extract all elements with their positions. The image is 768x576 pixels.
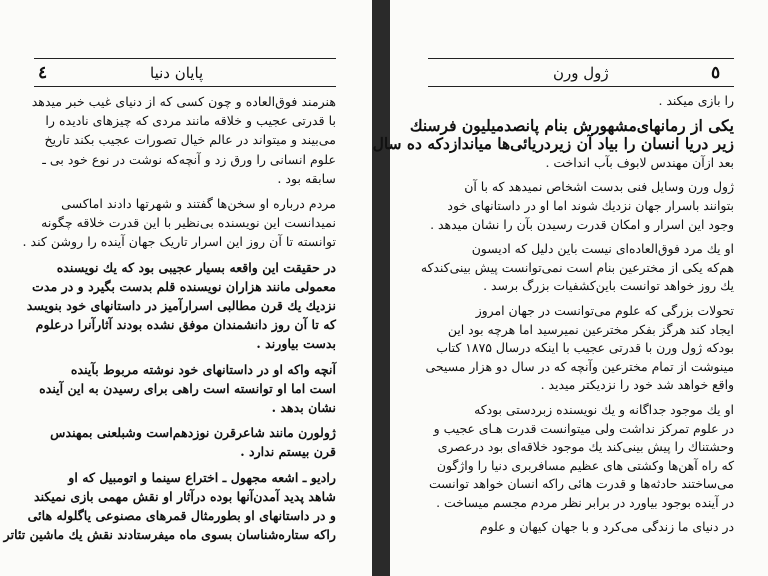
- text-line: ژول ورن وسایل فنی بدست اشخاص نمیدهد که با آن: [464, 179, 734, 195]
- text-line: ژولورن مانند شاعرقرن نوزدهم‌است وشبلعنی بمهندس: [50, 425, 336, 441]
- text-line: بودکه ژول ورن با قدرتی عجیب با اینکه درسال ۱۸۷۵ کتاب: [436, 340, 734, 356]
- running-header: ژول ورن: [553, 64, 609, 82]
- text-line: راکه ستاره‌شناسان بسوی ماه میفرستادند نقش یك ماشین تئاتر: [3, 527, 336, 543]
- body-text: [3, 92, 336, 544]
- text-line: وحشتناك را پیش بینی‌کند یك موجود خلاقه‌ای بود درعصری: [437, 439, 734, 455]
- header-rule-bottom: [34, 86, 336, 87]
- text-line: که راه آهن‌ها وکشتی های عظیم مسافربری دنیا را واژگون: [436, 457, 734, 473]
- text-line: مینوشت از تمام مخترعین وآنچه که در سال دو هزار مسیحی: [425, 358, 734, 374]
- text-line: واقع خواهد شد خود را نزدیکتر میدید .: [540, 377, 734, 393]
- text-line: بتوانند باسرار جهان نزدیك شوند اما او در داستانهای خود: [447, 197, 734, 213]
- text-line: مردم درباره او سخن‌ها گفتند و شهرتها دادند اماکسی: [61, 196, 336, 212]
- text-line: یکی از رمانهای‌مشهورش بنام پانصدمیلیون فرسنك: [409, 115, 734, 135]
- text-line: می‌بیند و میتواند در عالم خیال تصورات عجیب بکند تاریخ: [44, 132, 336, 148]
- book-gutter: [372, 0, 390, 576]
- text-line: او یك موجود جداگانه و یك نویسنده زبردستی بودکه: [474, 401, 734, 417]
- text-line: در آینده بوجود بیاورد در برابر نظر مردم مجسم میساخت .: [436, 494, 734, 510]
- text-line: توانسته تا آن روز این اسرار تاریک جهان آینده را روشن کند .: [22, 234, 336, 250]
- text-line: وجود این اسرار و امکان قدرت رسیدن بآن را نشان میدهد .: [430, 216, 734, 232]
- text-line: نشان بدهد .: [271, 400, 336, 416]
- text-line: بعد ازآن مهندس لابوف بآب انداخت .: [545, 154, 734, 170]
- text-line: زیر دریا انسان را بیاد آن زیردریائی‌ها میاندازدکه ده سال: [372, 134, 734, 154]
- text-line: بدست بیاورند .: [256, 336, 336, 352]
- text-line: هنرمند فوق‌العاده و چون کسی که از دنیای غیب خبر میدهد: [31, 94, 336, 109]
- text-line: آنچه واکه او در داستانهای خود نوشته مربوط بآینده: [70, 361, 336, 377]
- text-line: می‌ساختند حادثه‌ها و قدرت هائی راکه انسان خواهد توانست: [428, 476, 734, 492]
- page-number: ٤: [38, 63, 48, 83]
- text-line: یك روز خواهد توانست باین‌کشفیات بزرگ برسد .: [483, 278, 734, 294]
- left-page: [0, 0, 372, 576]
- text-line: تحولات بزرگی که علوم می‌توانست در جهان امروز: [475, 302, 734, 318]
- text-line: علوم انسانی را ورق زد و آنچه‌که نوشت در نوع خود بی ـ: [42, 151, 336, 167]
- running-header: پایان دنیا: [150, 64, 204, 82]
- header-rule-top: [34, 58, 336, 59]
- text-line: سابقه بود .: [277, 170, 336, 186]
- text-line: قرن بیستم ندارد .: [240, 444, 336, 460]
- text-line: در حقیقت این واقعه بسیار عجیبی بود که یك نویسنده: [56, 259, 336, 275]
- text-line: او یك مرد فوق‌العاده‌ای نیست باین دلیل که ادیسون: [471, 241, 734, 257]
- text-line: نمیدانست این نویسنده بی‌نظیر با این قدرت خلاقه چگونه: [41, 215, 336, 231]
- text-line: هم‌که یکی از مخترعین بنام است نمی‌توانست پیش بینی‌کندکه: [420, 259, 734, 275]
- text-line: رادیو ـ اشعه مجهول ـ اختراع سینما و اتومبیل که او: [68, 469, 336, 485]
- text-line: را بازی میکند .: [658, 93, 734, 108]
- body-text: [372, 92, 734, 537]
- header-rule-top: [428, 58, 734, 59]
- text-line: با قدرتی عجیب و خلاقه مانند مردی که چیزهای نادیده را: [45, 113, 336, 129]
- text-line: ایجاد کند هرگز بفکر مخترعین نمیرسید اما هرچه بود این: [447, 321, 734, 337]
- text-line: در دنیای ما زندگی می‌کرد و با جهان کیهان و علوم: [479, 519, 734, 535]
- text-line: در علوم تمرکز نداشت ولی میتوانست قدرت هـای عجیب و: [433, 420, 734, 436]
- page-number: ٥: [711, 63, 721, 83]
- text-line: شاهد پدید آمدن‌آنها بوده درآثار او نقش مهمی بازی نمیکند: [34, 488, 336, 504]
- text-line: است اما او توانسته است راهی برای رسیدن به این آینده: [39, 380, 336, 396]
- right-page: [372, 0, 768, 576]
- text-line: معمولی مانند هزاران نویسنده قلم بدست بگیرد و در مدت: [32, 278, 336, 294]
- text-line: نزدیك یك قرن مطالبی اسرارآمیز در داستانهای خود بنویسد: [26, 298, 336, 314]
- text-line: و در داستانهای او بطورمثال قمرهای مصنوعی یاگلوله هائی: [27, 508, 336, 524]
- header-rule-bottom: [428, 86, 734, 87]
- text-line: که تا آن روز دانشمندان موفق نشده بودند آثارآنرا درعلوم: [35, 317, 336, 333]
